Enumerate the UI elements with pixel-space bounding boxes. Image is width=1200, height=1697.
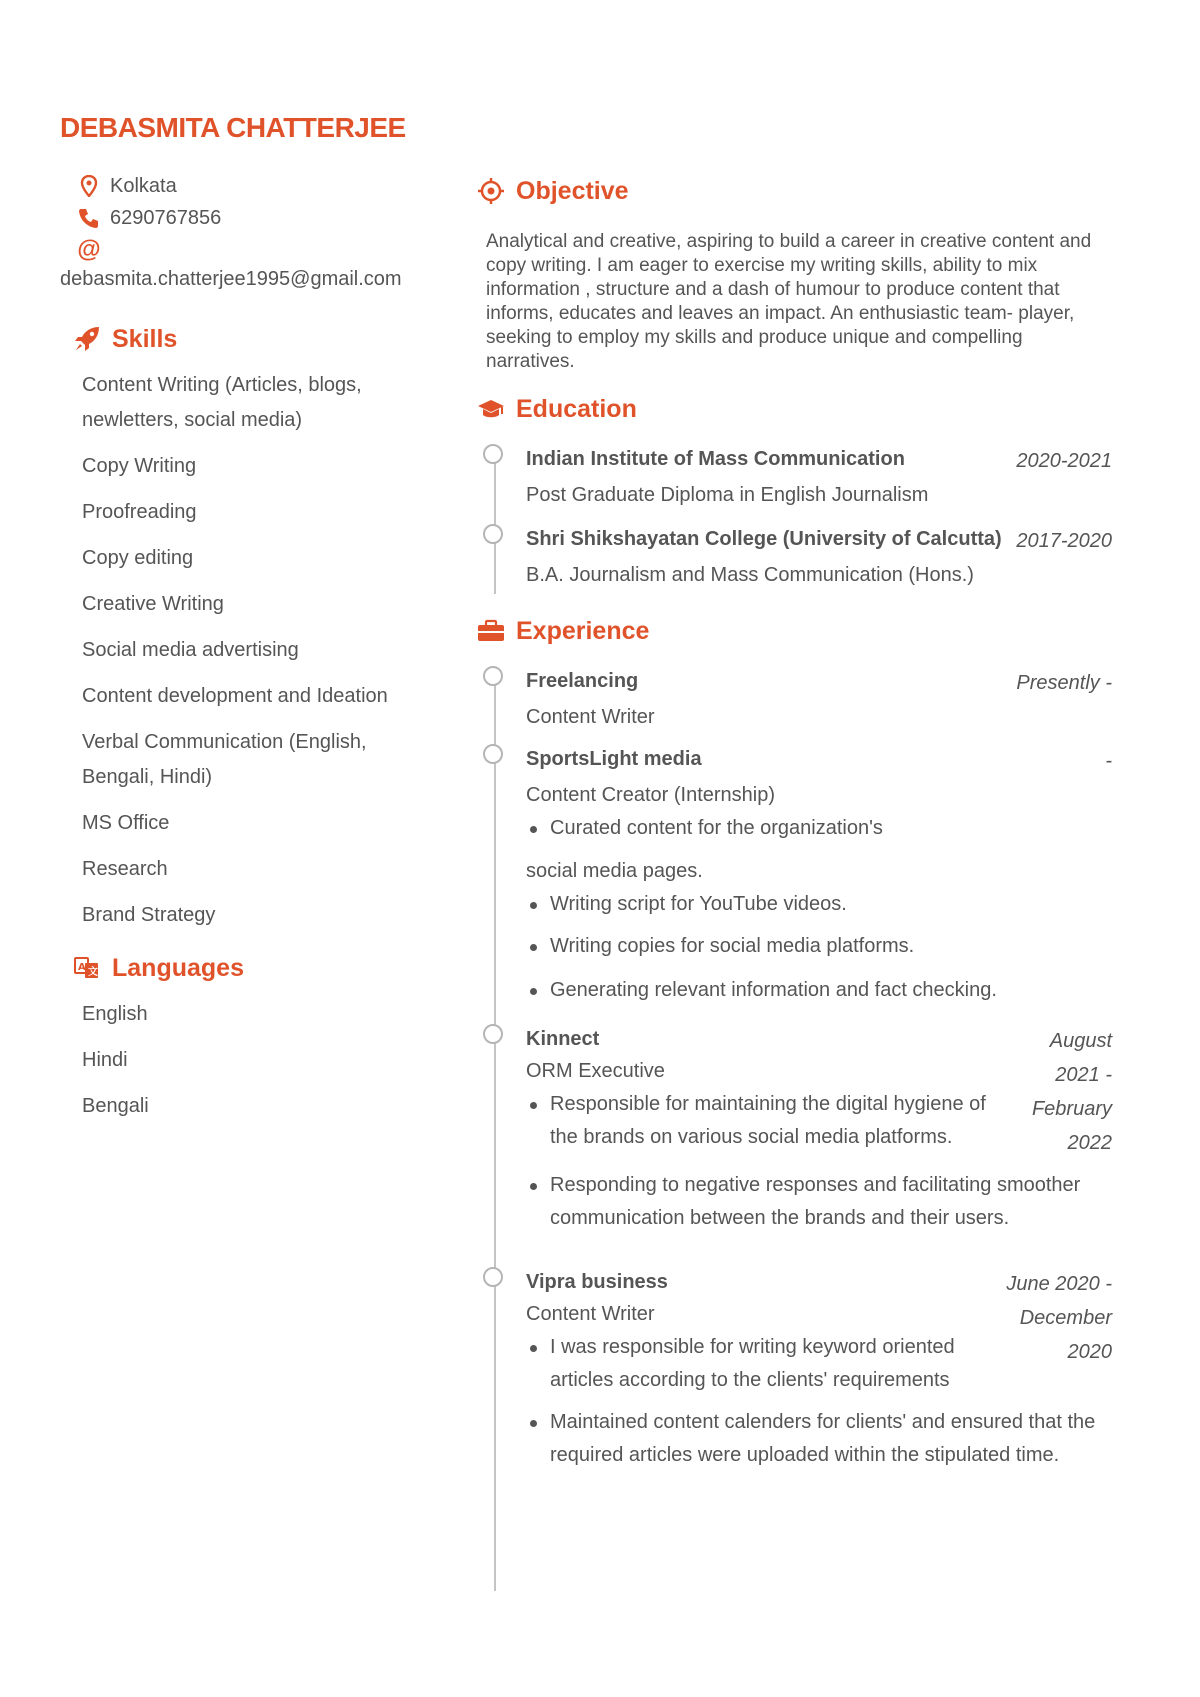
entry-bullet: Curated content for the organization's bbox=[526, 812, 1112, 845]
entry-role: ORM Executive bbox=[526, 1060, 665, 1082]
skill-item: Content Writing (Articles, blogs, newletters, social media) bbox=[82, 374, 362, 431]
svg-text:A: A bbox=[78, 962, 86, 973]
skill-item: Copy editing bbox=[82, 547, 194, 569]
experience-entry bbox=[486, 1267, 1112, 1507]
skill-item: Proofreading bbox=[82, 501, 197, 523]
email-text[interactable]: debasmita.chatterjee1995@gmail.com bbox=[60, 268, 402, 290]
objective-heading bbox=[476, 176, 1112, 206]
experience-heading bbox=[476, 616, 1112, 646]
phone-icon bbox=[76, 205, 102, 231]
entry-org: Vipra business bbox=[526, 1271, 668, 1293]
skill-item: Copy Writing bbox=[82, 455, 197, 477]
timeline-dot bbox=[483, 744, 503, 764]
languages-heading bbox=[72, 953, 440, 983]
experience-entry bbox=[486, 1024, 1112, 1267]
skill-item: MS Office bbox=[82, 812, 170, 834]
location-text: Kolkata bbox=[110, 174, 177, 197]
entry-bullet: Maintained content calenders for clients' and ensured that the required articles were uploaded within the stipulated time. bbox=[526, 1406, 1110, 1472]
entry-date: June 2020 - December 2020 bbox=[1006, 1273, 1112, 1363]
education-timeline bbox=[486, 444, 1112, 604]
experience-timeline bbox=[486, 666, 1112, 1507]
education-heading-label: Education bbox=[516, 394, 637, 423]
contact-phone bbox=[60, 202, 440, 234]
experience-heading-label: Experience bbox=[516, 616, 650, 645]
entry-org: Kinnect bbox=[526, 1028, 600, 1050]
languages-list bbox=[60, 997, 440, 1124]
svg-text:文: 文 bbox=[88, 967, 98, 978]
skill-item: Content development and Ideation bbox=[82, 685, 388, 707]
briefcase-icon bbox=[476, 616, 506, 646]
entry-role: Content Creator (Internship) bbox=[526, 784, 776, 806]
skill-item: Social media advertising bbox=[82, 639, 299, 661]
contact-location bbox=[60, 170, 440, 202]
entry-bullet: Generating relevant information and fact checking. bbox=[526, 974, 1112, 1007]
left-column bbox=[60, 170, 440, 1135]
entry-date: Presently - bbox=[1016, 672, 1112, 694]
language-item: Hindi bbox=[82, 1049, 128, 1071]
language-item: English bbox=[82, 1003, 148, 1025]
entry-date: 2017-2020 bbox=[1016, 530, 1112, 552]
entry-org: Freelancing bbox=[526, 670, 639, 692]
timeline-dot bbox=[483, 1024, 503, 1044]
right-column bbox=[476, 176, 1112, 1507]
entry-date: 2020-2021 bbox=[1016, 450, 1112, 472]
entry-date: August 2021 - February 2022 bbox=[1031, 1030, 1112, 1154]
entry-role: Content Writer bbox=[526, 1303, 655, 1325]
education-heading bbox=[476, 394, 1112, 424]
entry-org: Shri Shikshayatan College (University of Calcutta) bbox=[526, 528, 1002, 550]
resume-name: DEBASMITA CHATTERJEE bbox=[60, 112, 406, 143]
timeline-dot bbox=[483, 1267, 503, 1287]
education-entry bbox=[486, 524, 1112, 604]
skill-item: Verbal Communication (English, Bengali, Hindi) bbox=[82, 731, 367, 788]
map-pin-icon bbox=[76, 173, 102, 199]
skill-item: Creative Writing bbox=[82, 593, 224, 615]
objective-text: Analytical and creative, aspiring to build a career in creative content and copy writing. I am eager to exercise my writing skills, ability to mix information , structure and a dash of humour to produce content that informs, educates and leaves an impact. An enthusiastic team- player, seeking to employ my skills and produce unique and compelling narratives. bbox=[486, 231, 1092, 372]
entry-org: SportsLight media bbox=[526, 748, 702, 770]
entry-bullet: Writing script for YouTube videos. bbox=[526, 888, 1112, 921]
skill-item: Brand Strategy bbox=[82, 904, 216, 926]
skills-list bbox=[60, 368, 440, 933]
education-entry bbox=[486, 444, 1112, 524]
timeline-dot bbox=[483, 524, 503, 544]
objective-heading-label: Objective bbox=[516, 176, 629, 205]
skills-heading bbox=[72, 324, 440, 354]
entry-date: - bbox=[1105, 750, 1112, 772]
entry-degree: B.A. Journalism and Mass Communication (Hons.) bbox=[526, 564, 974, 586]
timeline-dot bbox=[483, 666, 503, 686]
entry-continuation: social media pages. bbox=[526, 860, 703, 882]
target-icon bbox=[476, 176, 506, 206]
entry-bullet: Responding to negative responses and facilitating smoother communication between the brands and their users. bbox=[526, 1169, 1110, 1235]
graduation-cap-icon bbox=[476, 394, 506, 424]
language-item: Bengali bbox=[82, 1095, 149, 1117]
translate-icon bbox=[72, 953, 102, 983]
entry-degree: Post Graduate Diploma in English Journalism bbox=[526, 484, 929, 506]
skill-item: Research bbox=[82, 858, 168, 880]
entry-org: Indian Institute of Mass Communication bbox=[526, 448, 905, 470]
entry-role: Content Writer bbox=[526, 706, 655, 728]
languages-heading-label: Languages bbox=[112, 953, 244, 982]
timeline-dot bbox=[483, 444, 503, 464]
entry-bullet: Responsible for maintaining the digital hygiene of the brands on various social media platforms. bbox=[526, 1088, 996, 1154]
phone-text: 6290767856 bbox=[110, 206, 222, 229]
entry-bullet: I was responsible for writing keyword oriented articles according to the clients' requirements bbox=[526, 1331, 996, 1397]
entry-bullet: Writing copies for social media platforms. bbox=[526, 930, 1112, 963]
experience-entry bbox=[486, 666, 1112, 744]
contact-email-icon-row bbox=[60, 234, 440, 266]
skills-heading-label: Skills bbox=[112, 324, 178, 353]
at-sign-icon: @ bbox=[77, 236, 101, 263]
experience-entry bbox=[486, 744, 1112, 1024]
rocket-icon bbox=[72, 324, 102, 354]
